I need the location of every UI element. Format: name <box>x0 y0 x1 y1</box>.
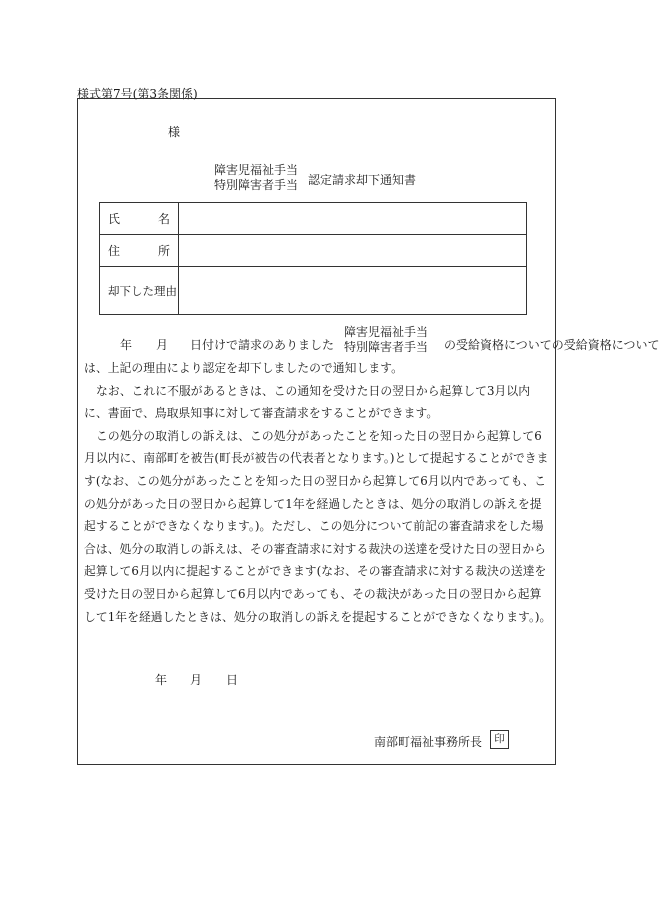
para1-month: 月 <box>156 338 169 352</box>
title-allowance-stack <box>214 163 298 193</box>
issue-date-day: 日 <box>226 673 239 687</box>
para1-year: 年 <box>120 338 133 352</box>
table-row-address <box>100 235 527 267</box>
addressee-suffix: 様 <box>168 125 181 139</box>
reason-label: 却下した理由 <box>100 267 179 315</box>
recipient-table <box>99 202 527 315</box>
address-label-a: 住 <box>108 244 121 258</box>
seal-box: 印 <box>490 730 509 749</box>
address-label <box>100 235 179 267</box>
name-label <box>100 203 179 235</box>
issue-date-year: 年 <box>155 673 168 687</box>
para1-pre: 日付けで請求のありました <box>190 338 335 352</box>
table-row-reason <box>100 267 527 315</box>
name-label-a: 氏 <box>108 212 121 226</box>
reason-value <box>179 267 527 315</box>
para1-continuation: は、上記の理由により認定を却下しましたので通知します。 <box>84 361 403 375</box>
address-value <box>179 235 527 267</box>
title-allowance-2: 特別障害者手当 <box>214 178 299 192</box>
notice-body <box>84 357 552 628</box>
para1-allowance-2: 特別障害者手当 <box>344 340 429 354</box>
issue-date-month: 月 <box>190 673 203 687</box>
notice-frame <box>77 98 660 765</box>
lawsuit-paragraph: この処分の取消しの訴えは、この処分があったことを知った日の翌日から起算して6月以内に、南部町を被告(町長が被告の代表者となります。)として提起することができます(なお、この処分があったことを知った日の翌日から起算して6月以内であっても、この処分があった日の翌日から起算して1年を経過したときは、処分の取消しの訴えを提起することができなくなります。)。ただし、この処分について前記の審査請求をした場合は、処分の取消しの訴えは、その審査請求に対する裁決の送達を受けた日の翌日から起算して6月以内に提起することができます(なお、その審査請求に対する裁決の送達を受けた日の翌日から起算して6月以内であっても、その裁決があった日の翌日から起算して1年を経過したときは、処分の取消しの訴えを提起することができなくなります。)。 <box>84 428 552 624</box>
appeal-paragraph: なお、これに不服があるときは、この通知を受けた日の翌日から起算して3月以内に、書面で、鳥取県知事に対して審査請求をすることができます。 <box>84 383 531 421</box>
table-row-name <box>100 203 527 235</box>
title-allowance-1: 障害児福祉手当 <box>214 163 299 177</box>
title-suffix: 認定請求却下通知書 <box>308 173 417 187</box>
para1-allowance-1: 障害児福祉手当 <box>344 325 429 339</box>
para1-allowance-stack <box>344 325 428 355</box>
name-label-b: 名 <box>157 212 170 226</box>
name-value <box>179 203 527 235</box>
para1-tail: の受給資格についての受給資格について <box>444 338 660 352</box>
form-number: 様式第7号(第3条関係) <box>77 87 198 101</box>
address-label-b: 所 <box>157 244 170 258</box>
issuer-name: 南部町福祉事務所長 <box>374 735 483 749</box>
